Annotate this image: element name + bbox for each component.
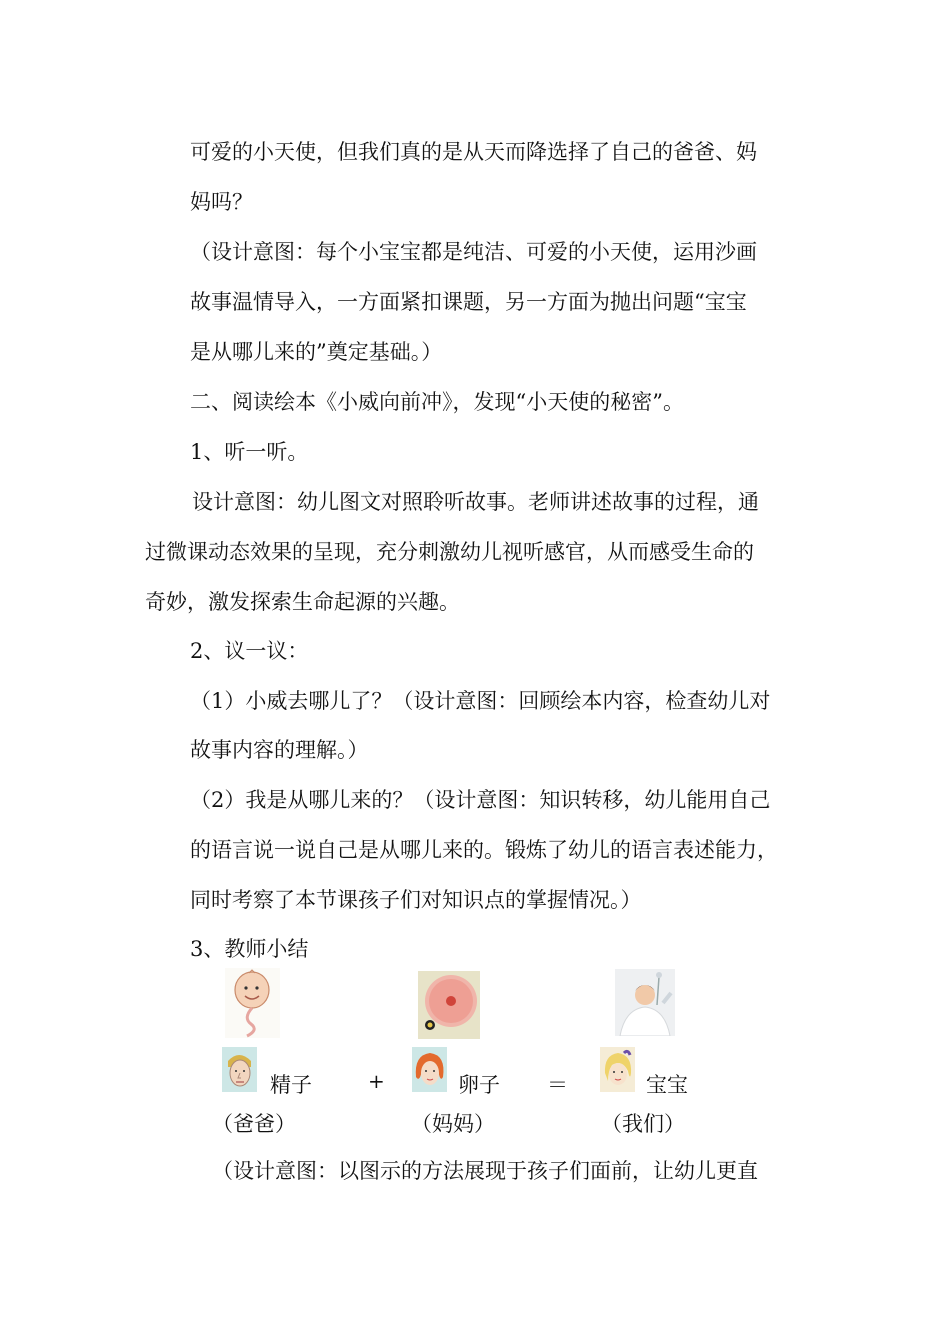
mom-caption: （妈妈）	[411, 1112, 495, 1136]
subsection-heading: 1、听一听。	[190, 440, 309, 464]
subsection-heading: 2、议一议：	[190, 639, 309, 663]
sperm-label: 精子	[270, 1073, 312, 1097]
paragraph-line: 奇妙，激发探索生命起源的兴趣。	[145, 590, 460, 614]
paragraph-line: 妈吗？	[190, 190, 253, 214]
paragraph-line: 是从哪儿来的”奠定基础。）	[190, 340, 443, 364]
paragraph-line: （2）我是从哪儿来的？（设计意图：知识转移，幼儿能用自己	[190, 788, 771, 812]
paragraph-line: 设计意图：幼儿图文对照聆听故事。老师讲述故事的过程，通	[192, 490, 759, 514]
us-caption: （我们）	[601, 1112, 685, 1136]
subsection-heading: 3、教师小结	[190, 937, 309, 961]
paragraph-line: （设计意图：每个小宝宝都是纯洁、可爱的小天使，运用沙画	[190, 240, 757, 264]
section-heading: 二、阅读绘本《小威向前冲》，发现“小天使的秘密”。	[190, 390, 684, 414]
baby-label: 宝宝	[646, 1073, 688, 1097]
paragraph-line: 同时考察了本节课孩子们对知识点的掌握情况。）	[190, 888, 642, 912]
baby-angel-photo	[615, 969, 675, 1036]
sperm-illustration	[225, 968, 280, 1038]
paragraph-line: 故事内容的理解。）	[190, 738, 369, 762]
father-face-icon	[222, 1047, 257, 1092]
paragraph-line: （设计意图：以图示的方法展现于孩子们面前，让幼儿更直	[212, 1159, 758, 1183]
plus-sign: +	[368, 1069, 385, 1093]
paragraph-line: （1）小威去哪儿了？（设计意图：回顾绘本内容，检查幼儿对	[190, 689, 771, 713]
paragraph-line: 故事温情导入，一方面紧扣课题，另一方面为抛出问题“宝宝	[190, 290, 747, 314]
egg-illustration	[418, 971, 480, 1039]
egg-label: 卵子	[458, 1073, 500, 1097]
dad-caption: （爸爸）	[212, 1112, 296, 1136]
paragraph-line: 过微课动态效果的呈现，充分刺激幼儿视听感官，从而感受生命的	[145, 540, 754, 564]
paragraph-line: 的语言说一说自己是从哪儿来的。锻炼了幼儿的语言表述能力，	[190, 838, 778, 862]
mother-face-icon	[412, 1047, 447, 1092]
equals-sign: ＝	[547, 1073, 568, 1097]
paragraph-line: 可爱的小天使，但我们真的是从天而降选择了自己的爸爸、妈	[190, 140, 757, 164]
child-face-icon	[600, 1047, 635, 1092]
